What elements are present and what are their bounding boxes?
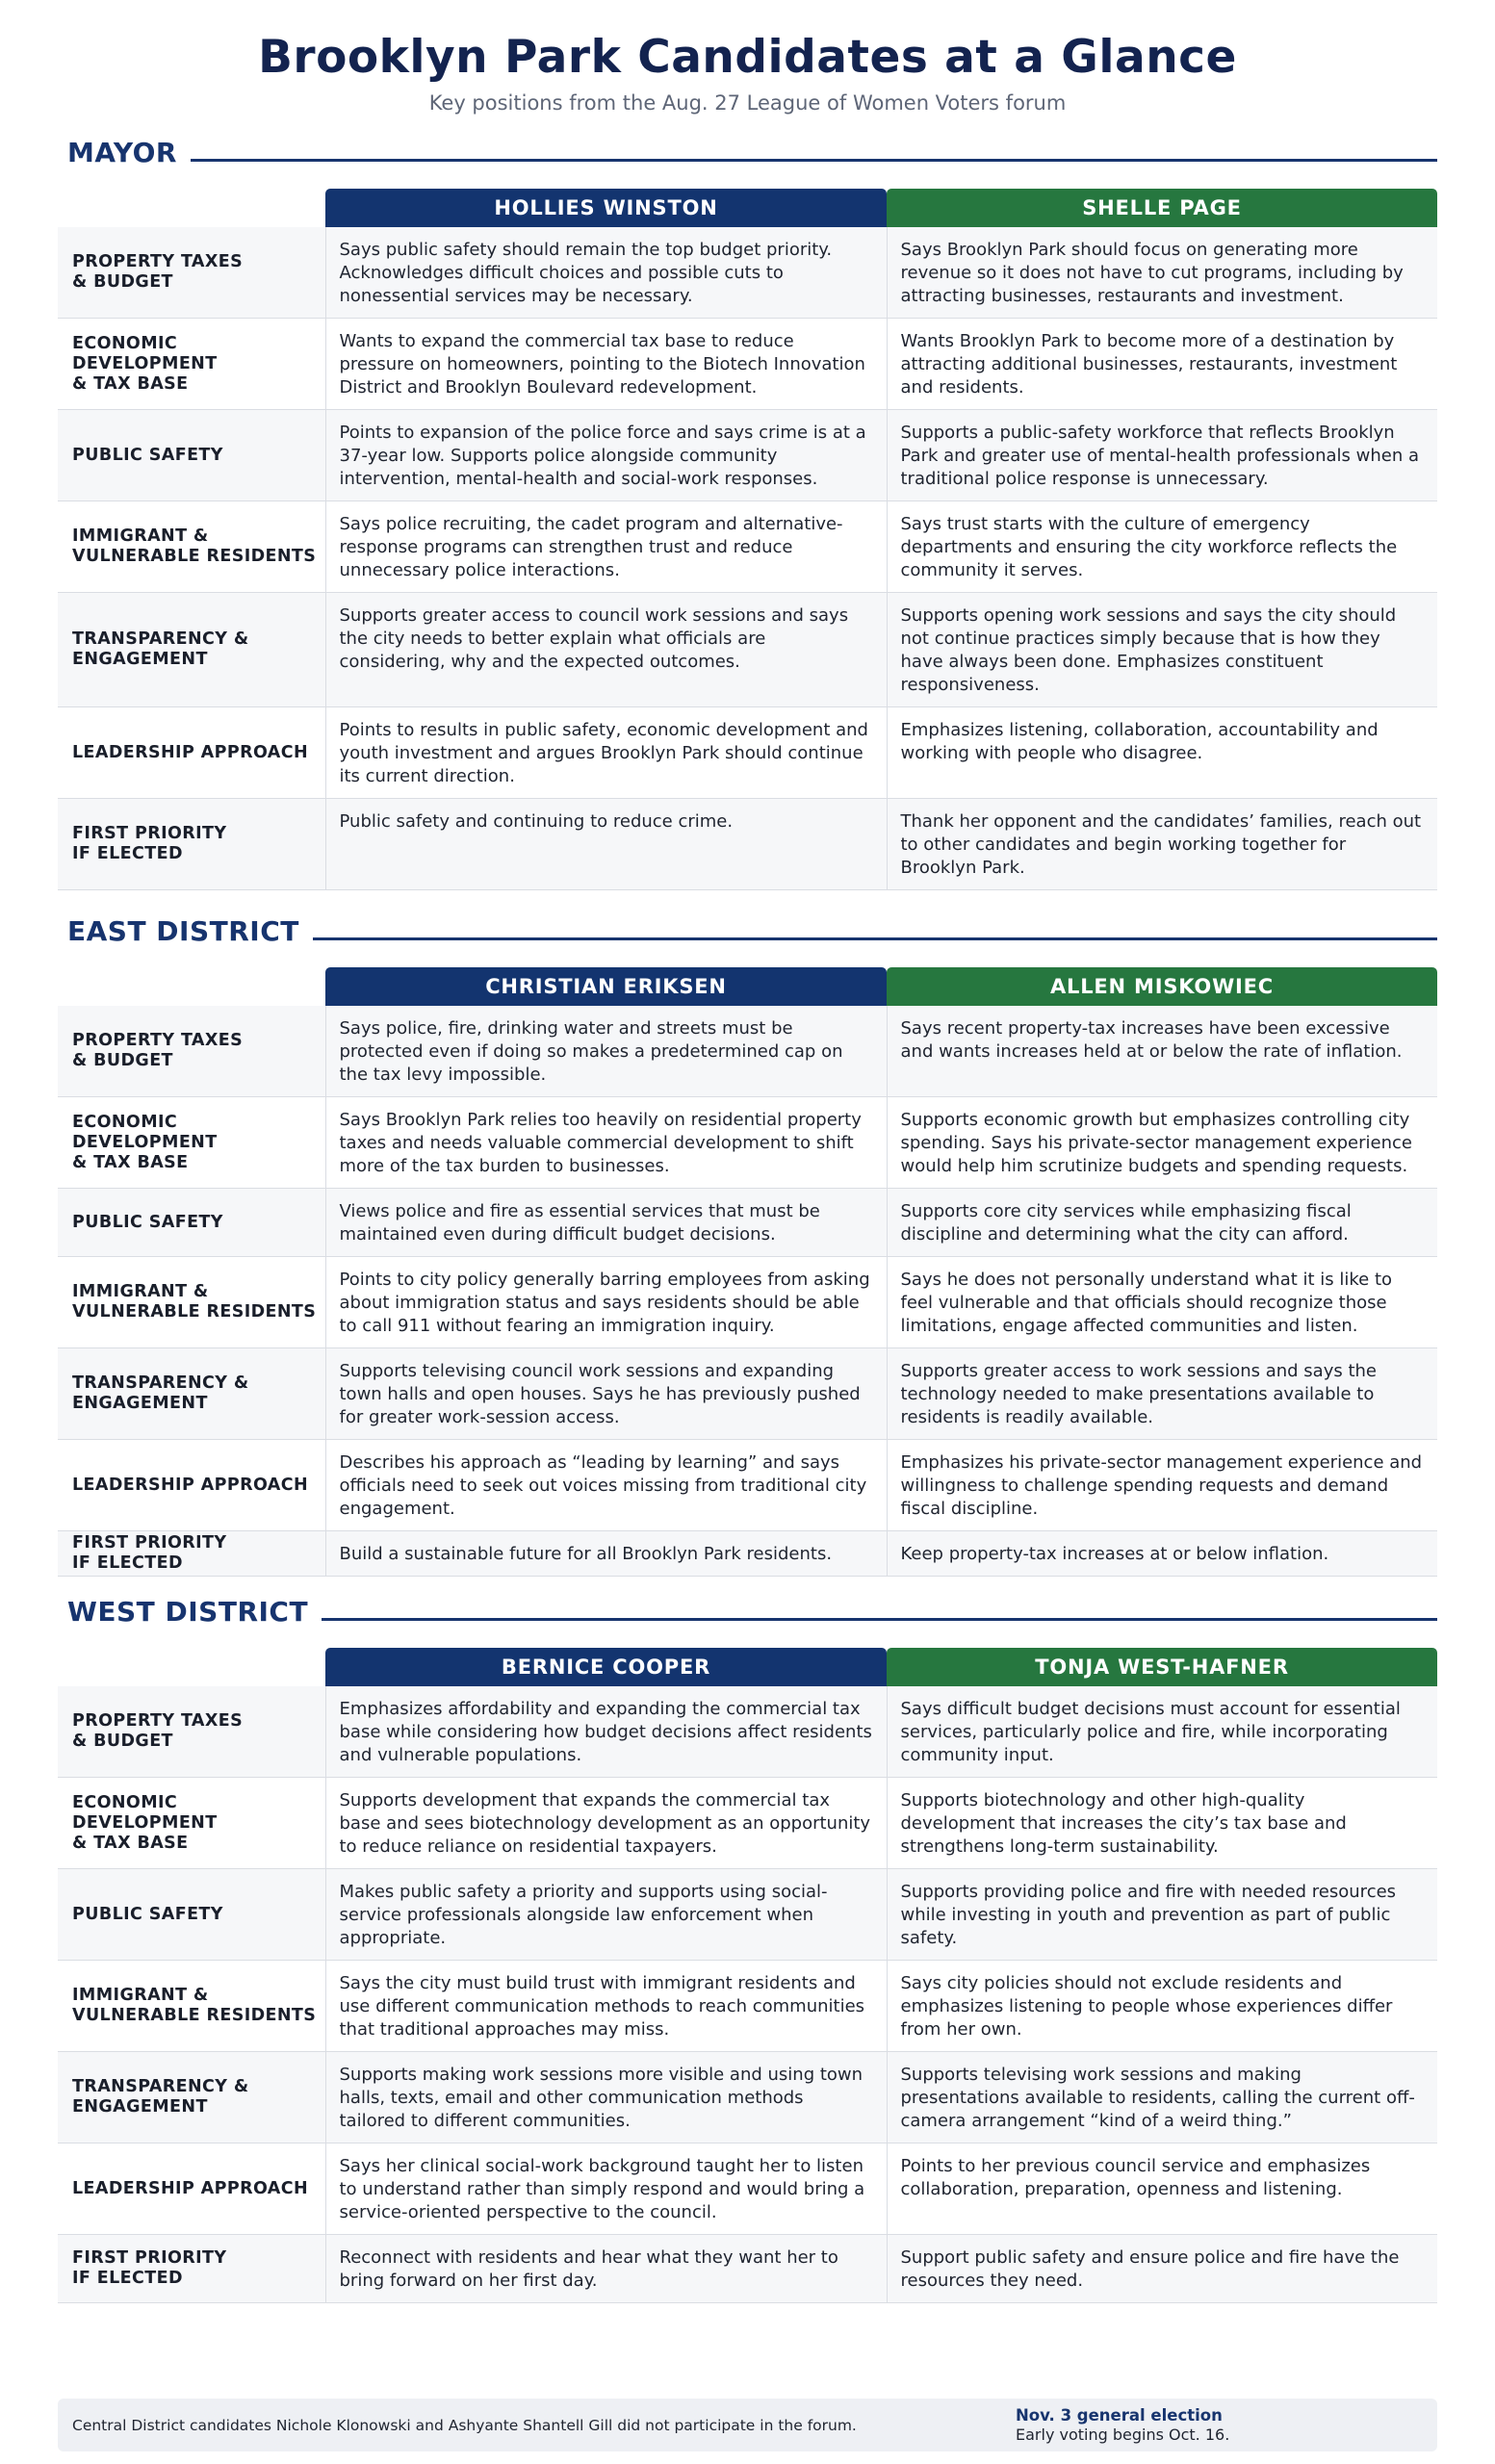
section-heading: [58, 911, 1437, 950]
candidate-name: TONJA WEST-HAFNER: [887, 1648, 1437, 1686]
table-row: [58, 1778, 1437, 1869]
topic-label: TRANSPARENCY & ENGAGEMENT: [58, 1348, 325, 1440]
candidate-b-header: [887, 189, 1437, 227]
topic-label: TRANSPARENCY & ENGAGEMENT: [58, 2052, 325, 2143]
topic-label: IMMIGRANT & VULNERABLE RESIDENTS: [58, 1961, 325, 2052]
candidate-a-position: Says the city must build trust with immigrant residents and use different communication methods to reach communities that traditional approaches may miss.: [325, 1961, 887, 2052]
topic-label: FIRST PRIORITY IF ELECTED: [58, 799, 325, 890]
topic-label: FIRST PRIORITY IF ELECTED: [58, 1531, 325, 1577]
candidate-name: ALLEN MISKOWIEC: [887, 967, 1437, 1006]
early-voting: Early voting begins Oct. 16.: [1016, 2426, 1230, 2444]
table-row: [58, 1189, 1437, 1257]
candidate-a-header: [325, 967, 887, 1006]
candidate-b-position: Supports core city services while emphasizing fiscal discipline and determining what the city can afford.: [887, 1189, 1437, 1257]
header-spacer: [58, 1648, 325, 1686]
candidate-b-position: Says trust starts with the culture of emergency departments and ensuring the city workforce reflects the community it serves.: [887, 501, 1437, 593]
table-row: [58, 1257, 1437, 1348]
candidate-b-position: Emphasizes his private-sector management experience and willingness to challenge spending requests and demand fiscal discipline.: [887, 1440, 1437, 1531]
page-title: Brooklyn Park Candidates at a Glance: [258, 31, 1237, 84]
candidate-b-position: Supports economic growth but emphasizes controlling city spending. Says his private-sector management experience would help him scrutinize budgets and spending requests.: [887, 1097, 1437, 1189]
candidate-a-position: Reconnect with residents and hear what they want her to bring forward on her first day.: [325, 2235, 887, 2303]
section-title: WEST DISTRICT: [67, 1595, 309, 1628]
table-row: [58, 1686, 1437, 1778]
candidate-a-position: Points to expansion of the police force and says crime is at a 37-year low. Supports police alongside community intervention, mental-health and social-work responses.: [325, 410, 887, 501]
candidate-a-position: Supports televising council work sessions and expanding town halls and open houses. Says he has previously pushed for greater work-session access.: [325, 1348, 887, 1440]
topic-label: LEADERSHIP APPROACH: [58, 1440, 325, 1531]
topic-label: PROPERTY TAXES & BUDGET: [58, 1686, 325, 1778]
candidate-b-position: Keep property-tax increases at or below inflation.: [887, 1531, 1437, 1577]
candidate-b-position: Supports greater access to work sessions and says the technology needed to make presentations available to residents is readily available.: [887, 1348, 1437, 1440]
candidate-b-position: Supports providing police and fire with needed resources while investing in youth and prevention as part of public safety.: [887, 1869, 1437, 1961]
topic-label: ECONOMIC DEVELOPMENT & TAX BASE: [58, 1097, 325, 1189]
candidate-b-position: Says city policies should not exclude residents and emphasizes listening to people whose experiences differ from her own.: [887, 1961, 1437, 2052]
candidate-b-position: Says difficult budget decisions must account for essential services, particularly police and fire, while incorporating community input.: [887, 1686, 1437, 1778]
candidate-b-position: Says recent property-tax increases have been excessive and wants increases held at or below the rate of inflation.: [887, 1006, 1437, 1097]
candidate-a-position: Supports making work sessions more visible and using town halls, texts, email and other communication methods tailored to different communities.: [325, 2052, 887, 2143]
candidate-name: HOLLIES WINSTON: [325, 189, 887, 227]
table-row: [58, 2143, 1437, 2235]
candidate-b-header: [887, 1648, 1437, 1686]
table-row: [58, 799, 1437, 890]
election-info: [1016, 2405, 1229, 2445]
candidate-a-position: Emphasizes affordability and expanding the commercial tax base while considering how budget decisions affect residents and vulnerable populations.: [325, 1686, 887, 1778]
table-row: [58, 1348, 1437, 1440]
topic-label: IMMIGRANT & VULNERABLE RESIDENTS: [58, 1257, 325, 1348]
header-spacer: [58, 967, 325, 1006]
candidate-a-position: Describes his approach as “leading by learning” and says officials need to seek out voices missing from traditional city engagement.: [325, 1440, 887, 1531]
candidate-a-position: Says police, fire, drinking water and streets must be protected even if doing so makes a predetermined cap on the tax levy impossible.: [325, 1006, 887, 1097]
candidate-header-row: [58, 1648, 1437, 1686]
candidate-b-position: Emphasizes listening, collaboration, accountability and working with people who disagree.: [887, 707, 1437, 799]
table-row: [58, 2052, 1437, 2143]
comparison-table: [58, 189, 1437, 890]
candidate-a-position: Views police and fire as essential services that must be maintained even during difficult budget decisions.: [325, 1189, 887, 1257]
candidate-a-position: Supports greater access to council work sessions and says the city needs to better explain what officials are considering, why and the expected outcomes.: [325, 593, 887, 707]
table-row: [58, 1440, 1437, 1531]
topic-label: PUBLIC SAFETY: [58, 1189, 325, 1257]
topic-label: TRANSPARENCY & ENGAGEMENT: [58, 593, 325, 707]
header: [58, 0, 1437, 116]
table-row: [58, 1531, 1437, 1577]
footer: [58, 2399, 1437, 2451]
section-west-district: [58, 1592, 1437, 2303]
candidate-a-position: Says her clinical social-work background taught her to listen to understand rather than simply respond and would bring a service-oriented perspective to the council.: [325, 2143, 887, 2235]
candidate-a-position: Says public safety should remain the top budget priority. Acknowledges difficult choices and possible cuts to nonessential services may be necessary.: [325, 227, 887, 319]
candidate-header-row: [58, 967, 1437, 1006]
topic-label: PROPERTY TAXES & BUDGET: [58, 227, 325, 319]
topic-label: ECONOMIC DEVELOPMENT & TAX BASE: [58, 1778, 325, 1869]
section-rule: [322, 1618, 1437, 1621]
candidate-b-position: Says Brooklyn Park should focus on generating more revenue so it does not have to cut programs, including by attracting businesses, restaurants and investment.: [887, 227, 1437, 319]
candidate-a-position: Wants to expand the commercial tax base to reduce pressure on homeowners, pointing to the Biotech Innovation District and Brooklyn Boulevard redevelopment.: [325, 319, 887, 410]
candidate-a-position: Makes public safety a priority and supports using social-service professionals alongside law enforcement when appropriate.: [325, 1869, 887, 1961]
candidate-header-row: [58, 189, 1437, 227]
candidate-a-position: Says Brooklyn Park relies too heavily on residential property taxes and needs valuable commercial development to shift more of the tax burden to businesses.: [325, 1097, 887, 1189]
table-row: [58, 1961, 1437, 2052]
candidate-a-header: [325, 189, 887, 227]
comparison-table: [58, 967, 1437, 1577]
section-heading: [58, 133, 1437, 171]
candidate-b-position: Points to her previous council service and emphasizes collaboration, preparation, openness and listening.: [887, 2143, 1437, 2235]
topic-label: PROPERTY TAXES & BUDGET: [58, 1006, 325, 1097]
candidate-a-position: Supports development that expands the commercial tax base and sees biotechnology development as an opportunity to reduce reliance on residential taxpayers.: [325, 1778, 887, 1869]
topic-label: PUBLIC SAFETY: [58, 410, 325, 501]
sections-container: [58, 133, 1437, 2303]
candidate-b-position: Supports televising work sessions and making presentations available to residents, calling the current off-camera arrangement “kind of a weird thing.”: [887, 2052, 1437, 2143]
topic-label: IMMIGRANT & VULNERABLE RESIDENTS: [58, 501, 325, 593]
page-subtitle: Key positions from the Aug. 27 League of Women Voters forum: [428, 91, 1067, 115]
candidate-name: SHELLE PAGE: [887, 189, 1437, 227]
section-rule: [313, 937, 1437, 940]
candidate-b-header: [887, 967, 1437, 1006]
candidate-b-position: Supports opening work sessions and says the city should not continue practices simply because that is how they have always been done. Emphasizes constituent responsiveness.: [887, 593, 1437, 707]
candidate-a-position: Says police recruiting, the cadet program and alternative-response programs can strengthen trust and reduce unnecessary police interactions.: [325, 501, 887, 593]
table-row: [58, 1006, 1437, 1097]
candidate-a-position: Public safety and continuing to reduce crime.: [325, 799, 887, 890]
section-rule: [191, 159, 1437, 162]
table-row: [58, 319, 1437, 410]
table-row: [58, 707, 1437, 799]
section-mayor: [58, 133, 1437, 890]
candidate-b-position: Thank her opponent and the candidates’ families, reach out to other candidates and begin working together for Brooklyn Park.: [887, 799, 1437, 890]
candidate-a-position: Build a sustainable future for all Brooklyn Park residents.: [325, 1531, 887, 1577]
table-row: [58, 2235, 1437, 2303]
candidate-a-position: Points to city policy generally barring employees from asking about immigration status and says residents should be able to call 911 without fearing an immigration inquiry.: [325, 1257, 887, 1348]
section-heading: [58, 1592, 1437, 1630]
candidate-name: BERNICE COOPER: [325, 1648, 887, 1686]
table-row: [58, 1869, 1437, 1961]
topic-label: FIRST PRIORITY IF ELECTED: [58, 2235, 325, 2303]
comparison-table: [58, 1648, 1437, 2303]
topic-label: ECONOMIC DEVELOPMENT & TAX BASE: [58, 319, 325, 410]
section-title: EAST DISTRICT: [67, 914, 299, 947]
table-row: [58, 501, 1437, 593]
table-row: [58, 1097, 1437, 1189]
candidate-b-position: Supports biotechnology and other high-quality development that increases the city’s tax base and strengthens long-term sustainability.: [887, 1778, 1437, 1869]
section-title: MAYOR: [67, 136, 177, 168]
header-spacer: [58, 189, 325, 227]
topic-label: LEADERSHIP APPROACH: [58, 2143, 325, 2235]
candidate-b-position: Says he does not personally understand what it is like to feel vulnerable and that officials should recognize those limitations, engage affected communities and listen.: [887, 1257, 1437, 1348]
footer-note: Central District candidates Nichole Klonowski and Ashyante Shantell Gill did not participate in the forum.: [72, 2416, 857, 2434]
candidate-a-header: [325, 1648, 887, 1686]
section-east-district: [58, 911, 1437, 1577]
topic-label: LEADERSHIP APPROACH: [58, 707, 325, 799]
candidate-b-position: Wants Brooklyn Park to become more of a destination by attracting additional businesses, restaurants, investment and residents.: [887, 319, 1437, 410]
table-row: [58, 593, 1437, 707]
table-row: [58, 410, 1437, 501]
election-date: Nov. 3 general election: [1016, 2406, 1223, 2425]
candidate-name: CHRISTIAN ERIKSEN: [325, 967, 887, 1006]
topic-label: PUBLIC SAFETY: [58, 1869, 325, 1961]
table-row: [58, 227, 1437, 319]
candidate-b-position: Support public safety and ensure police and fire have the resources they need.: [887, 2235, 1437, 2303]
candidate-b-position: Supports a public-safety workforce that reflects Brooklyn Park and greater use of mental-health professionals when a traditional police response is unnecessary.: [887, 410, 1437, 501]
candidate-a-position: Points to results in public safety, economic development and youth investment and argues Brooklyn Park should continue its current direction.: [325, 707, 887, 799]
